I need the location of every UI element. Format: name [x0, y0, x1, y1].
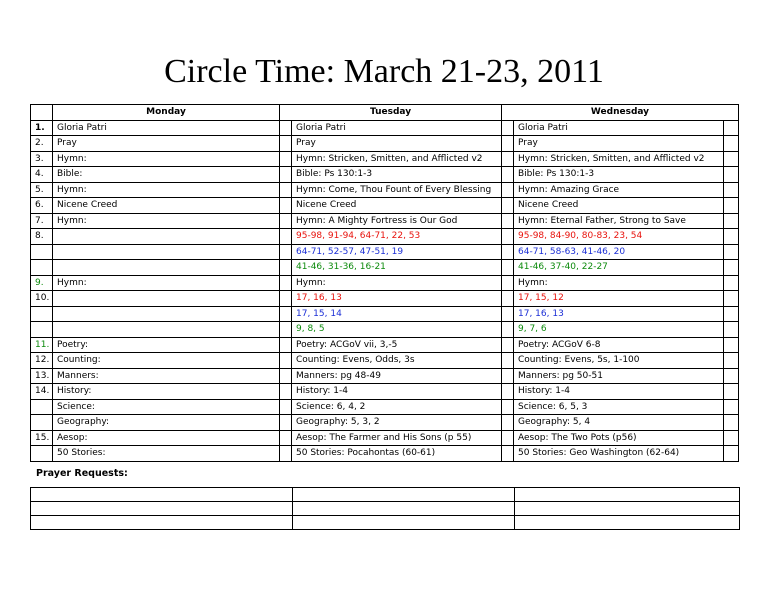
tuesday-check-cell [502, 120, 514, 136]
item-number: 4. [31, 167, 53, 183]
prayer-request-cell [293, 516, 515, 530]
monday-check-cell [280, 322, 292, 338]
item-number: 13. [31, 368, 53, 384]
item-number: 5. [31, 182, 53, 198]
monday-check-cell [280, 399, 292, 415]
wednesday-cell: Pray [514, 136, 724, 152]
schedule-row [31, 167, 739, 183]
prayer-requests-table [30, 487, 740, 530]
monday-cell: Counting: [53, 353, 280, 369]
wednesday-cell: Geography: 5, 4 [514, 415, 724, 431]
wednesday-check-cell [724, 229, 739, 245]
tuesday-check-cell [502, 322, 514, 338]
tuesday-cell: Nicene Creed [292, 198, 502, 214]
prayer-requests-label: Prayer Requests: [36, 468, 128, 479]
tuesday-check-cell [502, 260, 514, 276]
tuesday-check-cell [502, 151, 514, 167]
prayer-request-cell [31, 502, 293, 516]
tuesday-check-cell [502, 430, 514, 446]
tuesday-cell: 64-71, 52-57, 47-51, 19 [292, 244, 502, 260]
monday-check-cell [280, 306, 292, 322]
tuesday-check-cell [502, 229, 514, 245]
monday-cell: Pray [53, 136, 280, 152]
monday-cell [53, 244, 280, 260]
item-number [31, 306, 53, 322]
schedule-table [30, 104, 739, 462]
schedule-row [31, 275, 739, 291]
wednesday-cell: Hymn: [514, 275, 724, 291]
tuesday-check-cell [502, 415, 514, 431]
tuesday-cell: Manners: pg 48-49 [292, 368, 502, 384]
wednesday-check-cell [724, 151, 739, 167]
monday-check-cell [280, 353, 292, 369]
item-number: 12. [31, 353, 53, 369]
item-number [31, 399, 53, 415]
item-number [31, 415, 53, 431]
tuesday-cell: 17, 15, 14 [292, 306, 502, 322]
monday-cell: Aesop: [53, 430, 280, 446]
wednesday-cell: 50 Stories: Geo Washington (62-64) [514, 446, 724, 462]
schedule-row [31, 399, 739, 415]
item-number [31, 260, 53, 276]
tuesday-check-cell [502, 198, 514, 214]
schedule-row [31, 368, 739, 384]
schedule-row [31, 151, 739, 167]
prayer-request-cell [515, 502, 740, 516]
wednesday-cell: Counting: Evens, 5s, 1-100 [514, 353, 724, 369]
monday-cell: Bible: [53, 167, 280, 183]
item-number: 2. [31, 136, 53, 152]
item-number [31, 244, 53, 260]
monday-cell: Hymn: [53, 213, 280, 229]
tuesday-check-cell [502, 167, 514, 183]
tuesday-cell: 17, 16, 13 [292, 291, 502, 307]
monday-check-cell [280, 167, 292, 183]
wednesday-cell: 64-71, 58-63, 41-46, 20 [514, 244, 724, 260]
tuesday-cell: Counting: Evens, Odds, 3s [292, 353, 502, 369]
item-number: 9. [31, 275, 53, 291]
schedule-row [31, 430, 739, 446]
wednesday-cell: Bible: Ps 130:1-3 [514, 167, 724, 183]
prayer-request-row [31, 516, 740, 530]
prayer-request-cell [515, 516, 740, 530]
monday-cell: Geography: [53, 415, 280, 431]
schedule-row [31, 337, 739, 353]
tuesday-cell: Geography: 5, 3, 2 [292, 415, 502, 431]
item-number: 11. [31, 337, 53, 353]
monday-check-cell [280, 384, 292, 400]
item-number: 7. [31, 213, 53, 229]
item-number: 8. [31, 229, 53, 245]
monday-check-cell [280, 368, 292, 384]
wednesday-cell: Nicene Creed [514, 198, 724, 214]
prayer-request-row [31, 488, 740, 502]
prayer-request-row [31, 502, 740, 516]
schedule-row [31, 353, 739, 369]
monday-cell: Nicene Creed [53, 198, 280, 214]
monday-check-cell [280, 198, 292, 214]
monday-check-cell [280, 213, 292, 229]
monday-cell: Poetry: [53, 337, 280, 353]
header-num-cell [31, 105, 53, 121]
wednesday-check-cell [724, 430, 739, 446]
wednesday-cell: Aesop: The Two Pots (p56) [514, 430, 724, 446]
schedule-row [31, 415, 739, 431]
monday-cell: Gloria Patri [53, 120, 280, 136]
wednesday-check-cell [724, 275, 739, 291]
monday-check-cell [280, 291, 292, 307]
wednesday-check-cell [724, 291, 739, 307]
schedule-row [31, 136, 739, 152]
prayer-request-cell [293, 502, 515, 516]
wednesday-check-cell [724, 306, 739, 322]
monday-check-cell [280, 151, 292, 167]
header-tuesday: Tuesday [280, 105, 502, 121]
schedule-row [31, 260, 739, 276]
monday-cell [53, 291, 280, 307]
monday-cell: Science: [53, 399, 280, 415]
tuesday-cell: 50 Stories: Pocahontas (60-61) [292, 446, 502, 462]
item-number: 1. [31, 120, 53, 136]
item-number: 10. [31, 291, 53, 307]
monday-cell [53, 322, 280, 338]
monday-cell: 50 Stories: [53, 446, 280, 462]
monday-cell: Hymn: [53, 275, 280, 291]
schedule-row [31, 306, 739, 322]
tuesday-check-cell [502, 213, 514, 229]
wednesday-check-cell [724, 120, 739, 136]
tuesday-cell: Hymn: Come, Thou Fount of Every Blessing [292, 182, 502, 198]
schedule-row [31, 120, 739, 136]
prayer-request-cell [31, 488, 293, 502]
wednesday-cell: Hymn: Stricken, Smitten, and Afflicted v2 [514, 151, 724, 167]
wednesday-check-cell [724, 136, 739, 152]
tuesday-cell: Science: 6, 4, 2 [292, 399, 502, 415]
wednesday-check-cell [724, 167, 739, 183]
wednesday-check-cell [724, 337, 739, 353]
monday-check-cell [280, 229, 292, 245]
tuesday-cell: Gloria Patri [292, 120, 502, 136]
item-number [31, 322, 53, 338]
tuesday-check-cell [502, 384, 514, 400]
wednesday-cell: 95-98, 84-90, 80-83, 23, 54 [514, 229, 724, 245]
tuesday-check-cell [502, 275, 514, 291]
schedule-row [31, 244, 739, 260]
monday-check-cell [280, 244, 292, 260]
item-number: 3. [31, 151, 53, 167]
schedule-row [31, 229, 739, 245]
wednesday-cell: Science: 6, 5, 3 [514, 399, 724, 415]
monday-check-cell [280, 136, 292, 152]
monday-check-cell [280, 430, 292, 446]
header-wednesday: Wednesday [502, 105, 739, 121]
tuesday-cell: Pray [292, 136, 502, 152]
header-monday: Monday [53, 105, 280, 121]
wednesday-cell: Hymn: Amazing Grace [514, 182, 724, 198]
wednesday-check-cell [724, 322, 739, 338]
tuesday-check-cell [502, 368, 514, 384]
monday-cell: History: [53, 384, 280, 400]
schedule-row [31, 322, 739, 338]
wednesday-cell: 41-46, 37-40, 22-27 [514, 260, 724, 276]
tuesday-check-cell [502, 244, 514, 260]
wednesday-check-cell [724, 399, 739, 415]
tuesday-check-cell [502, 182, 514, 198]
tuesday-cell: Poetry: ACGoV vii, 3,-5 [292, 337, 502, 353]
tuesday-check-cell [502, 291, 514, 307]
monday-cell: Hymn: [53, 151, 280, 167]
tuesday-cell: Hymn: A Mighty Fortress is Our God [292, 213, 502, 229]
tuesday-cell: 95-98, 91-94, 64-71, 22, 53 [292, 229, 502, 245]
schedule-row [31, 384, 739, 400]
wednesday-cell: 17, 16, 13 [514, 306, 724, 322]
tuesday-check-cell [502, 353, 514, 369]
monday-cell [53, 229, 280, 245]
prayer-request-cell [293, 488, 515, 502]
tuesday-check-cell [502, 306, 514, 322]
tuesday-cell: History: 1-4 [292, 384, 502, 400]
schedule-row [31, 291, 739, 307]
monday-check-cell [280, 337, 292, 353]
wednesday-cell: 9, 7, 6 [514, 322, 724, 338]
schedule-row [31, 182, 739, 198]
wednesday-check-cell [724, 446, 739, 462]
wednesday-cell: Manners: pg 50-51 [514, 368, 724, 384]
monday-check-cell [280, 446, 292, 462]
tuesday-cell: Bible: Ps 130:1-3 [292, 167, 502, 183]
item-number: 15. [31, 430, 53, 446]
tuesday-check-cell [502, 136, 514, 152]
monday-check-cell [280, 415, 292, 431]
wednesday-check-cell [724, 384, 739, 400]
tuesday-check-cell [502, 399, 514, 415]
wednesday-cell: History: 1-4 [514, 384, 724, 400]
tuesday-cell: 9, 8, 5 [292, 322, 502, 338]
tuesday-cell: Aesop: The Farmer and His Sons (p 55) [292, 430, 502, 446]
tuesday-cell: Hymn: [292, 275, 502, 291]
wednesday-check-cell [724, 415, 739, 431]
monday-cell: Manners: [53, 368, 280, 384]
wednesday-cell: Poetry: ACGoV 6-8 [514, 337, 724, 353]
header-row [31, 105, 739, 121]
monday-check-cell [280, 120, 292, 136]
wednesday-check-cell [724, 368, 739, 384]
wednesday-cell: Hymn: Eternal Father, Strong to Save [514, 213, 724, 229]
monday-cell [53, 260, 280, 276]
page-title: Circle Time: March 21-23, 2011 [164, 53, 604, 90]
monday-check-cell [280, 275, 292, 291]
schedule-row [31, 213, 739, 229]
wednesday-check-cell [724, 213, 739, 229]
prayer-request-cell [515, 488, 740, 502]
wednesday-cell: Gloria Patri [514, 120, 724, 136]
wednesday-check-cell [724, 244, 739, 260]
schedule-row [31, 446, 739, 462]
wednesday-check-cell [724, 260, 739, 276]
monday-check-cell [280, 182, 292, 198]
item-number: 6. [31, 198, 53, 214]
tuesday-check-cell [502, 446, 514, 462]
item-number: 14. [31, 384, 53, 400]
tuesday-check-cell [502, 337, 514, 353]
schedule-row [31, 198, 739, 214]
wednesday-cell: 17, 15, 12 [514, 291, 724, 307]
wednesday-check-cell [724, 353, 739, 369]
tuesday-cell: Hymn: Stricken, Smitten, and Afflicted v2 [292, 151, 502, 167]
item-number [31, 446, 53, 462]
monday-cell [53, 306, 280, 322]
monday-check-cell [280, 260, 292, 276]
tuesday-cell: 41-46, 31-36, 16-21 [292, 260, 502, 276]
monday-cell: Hymn: [53, 182, 280, 198]
prayer-request-cell [31, 516, 293, 530]
wednesday-check-cell [724, 182, 739, 198]
wednesday-check-cell [724, 198, 739, 214]
